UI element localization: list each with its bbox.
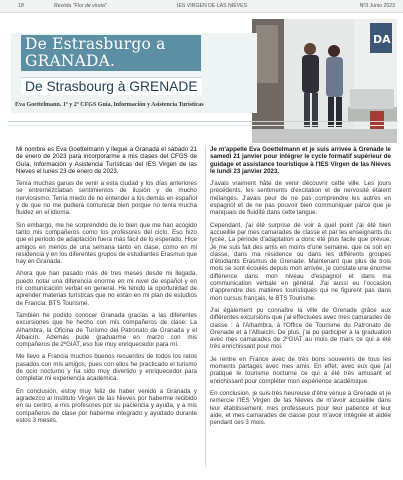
paragraph: Ahora que han pasado más de tres meses desde mi llegada, puedo notar una diferencia enorme en mi nivel de español y en mi comunicación verbal en general. He tenido la oportunidad de aprender materias turísticas que no están en mi plan de estudios de Francia, BTS Tourisme. bbox=[16, 270, 197, 307]
title-banner bbox=[11, 33, 257, 113]
divider bbox=[8, 125, 398, 126]
paragraph: Tenía muchas ganas de venir a esta ciudad y los días anteriores se entremezclaban sentimientos de ilusión y de mucho nerviosismo. Tenía miedo de no entender a los demás en español y de que no me pudiera comunicar bien porque no tenía mucha fluidez en el idioma. bbox=[16, 180, 197, 217]
paragraph: J'ai également pu connaître la ville de Grenade grâce aux différentes excursions que j'ai effectuées avec mes camarades de classe : à l'Alhambra, à l'Office de Tourisme du Patronato de Grenade et à l'Albaicín. De plus, j'ai pu participer à la graduation avec mes camarades de 2ºGIAT au mois de mars ce qui a été très enrichissant pour moi. bbox=[210, 306, 391, 351]
paragraph: Me llevo a Francia muchos buenos recuerdos de todos los ratos pasados con mis amigos, pues con ellos he practicado el turismo de ocio nocturno y ha sido muy divertido y enriquecedor para completar mi experiencia académica. bbox=[16, 353, 197, 383]
page-number: 18 bbox=[18, 3, 24, 9]
school-name: IES VIRGEN DE LAS NIEVES bbox=[177, 3, 248, 9]
paragraph: Je rentre en France avec de très bons souvenirs de tous les moments partagés avec mes amis. En effet, avec eux que j'ai pratiqué le tourisme nocturne ce qui a été très amusant et enrichissant pour compléter mon expérience académique. bbox=[210, 355, 391, 385]
paragraph: J'avais vraiment hâte de venir découvrir cette ville. Les jours précédents, les sentiments d'excitation et de nervosité étaient mélangés. J'avais peur de ne pas comprendre les autres en espagnol et de ne pas pouvoir bien communiquer parce que je manquais de fluidité dans cette langue. bbox=[210, 180, 391, 217]
paragraph: También he podido conocer Granada gracias a las diferentes excursiones que he hecho con mis compañeros de clase: La Alhambra, la Oficina de Turismo del Patronato de Granada y el Albaicín. Además pude graduarme en marzo con mis compañeros de 2ºGIAT, eso fue muy enriquecedor para mí. bbox=[16, 311, 197, 349]
paragraph: En conclusion, je suis très heureuse d'être venue à Grenade et je remercie l'IES Virgen de las Nieves de m'avoir accueillie dans leur établissement, mes professeurs pour leur patience et leur aide, et mes camarades de classe pour m'avoir intégrée et aidée pendant ces 3 mois. bbox=[210, 389, 391, 427]
column-divider bbox=[205, 145, 206, 467]
paragraph: Sin embargo, me he sorprendido de lo bien que me han acogido tanto mis compañeros como los profesores del ciclo. Eso hizo que el periodo de adaptación fuera más fácil de lo esperado. Hice amigos en menos de una semana tanto en clase, como en mi residencia y en los diferentes grupos de estudiantes Erasmus que hay en Granada. bbox=[16, 221, 197, 266]
paragraph: En conclusión, estoy muy feliz de haber venido a Granada y agradezco al Instituto Virgen de las Nieves por haberme recibido en su centro, a mis profesores por su paciencia y ayuda, y a mis compañeros de clase por haberme integrado y ayudado durante estos 3 meses. bbox=[16, 387, 197, 424]
divider bbox=[8, 121, 398, 122]
photo-sign-text: DA bbox=[373, 33, 391, 46]
paragraph: Cependant, j'ai été surprise de voir à quel point j'ai été bien accueillie par mes camarades de classe et par les enseignants du lycée. La période d'adaptation a donc été plus facile que prévue. Je me suis fait des amis en moins d'une semaine, que ce soit en classe, dans ma résidence ou dans les différents groupes d'étudiants Erasmus de Grenade. Maintenant que plus de trois mois se sont écoulés depuis mon arrivée, je constate une énorme différence dans mon niveau d'espagnol et dans ma communication verbale en général. J'ai aussi eu l'occasion d'apprendre des matières touristiques qui ne figurent pas dans mon cursus français, le BTS Tourisme. bbox=[210, 221, 391, 302]
paragraph: Je m'appelle Eva Goettelmann et je suis arrivée à Grenade le samedi 21 janvier pour intégrer le cycle formatif supérieur de guidage et assistance touristique à l'IES Virgen de las Nieves le lundi 23 janvier 2023. bbox=[210, 146, 391, 175]
magazine-name: Revista "Flor de viruta" bbox=[54, 3, 107, 9]
author-byline: Eva Goettelmann. 1º y 2º CFGS Guía, Información y Asistencia Turísticas bbox=[15, 102, 204, 108]
paragraph: Mi nombre es Eva Goettelmann y llegué a Granada el sábado 21 de enero de 2023 para incorporarme a mis clases del CFGS de Guía, Información y Asistencia Turísticas del IES Virgen de las Nieves el lunes 23 de enero de 2023. bbox=[16, 146, 197, 175]
issue-label: Nº3 Junio 2023 bbox=[359, 3, 395, 9]
french-title: De Strasbourg à GRENADE bbox=[21, 77, 202, 95]
page-header bbox=[0, 0, 403, 13]
french-column bbox=[210, 146, 391, 431]
spanish-title: De Estrasburgo a GRANADA. bbox=[21, 35, 201, 71]
spanish-column bbox=[16, 146, 197, 429]
